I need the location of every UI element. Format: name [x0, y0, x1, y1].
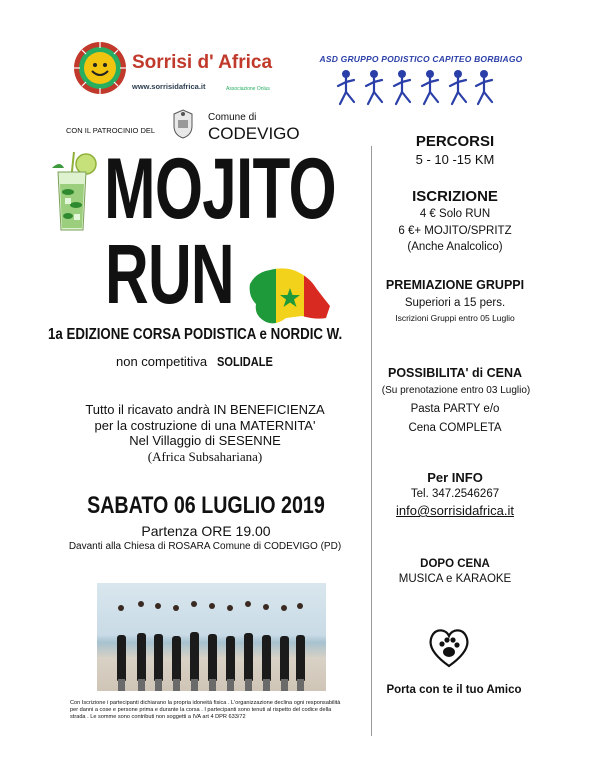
charity-line-3: Nel Villaggio di SESENNE	[129, 433, 281, 448]
percorsi-title: PERCORSI	[415, 133, 495, 150]
iscrizione-mojito: 6 €+ MOJITO/SPRITZ	[398, 225, 512, 237]
group-photo	[97, 583, 326, 691]
event-title-line2: RUN	[105, 227, 234, 321]
comune-di-label: Comune di	[208, 112, 257, 123]
iscrizione-title: ISCRIZIONE	[412, 188, 498, 205]
dopo-cena-title: DOPO CENA	[420, 558, 490, 570]
iscrizione-run: 4 € Solo RUN	[419, 208, 491, 220]
edition-line: 1a EDIZIONE CORSA PODISTICA e NORDIC W.	[48, 326, 343, 343]
noncomp-text: non competitiva	[116, 354, 208, 369]
premiazione-iscrizioni: Iscrizioni Gruppi entro 05 Luglio	[395, 313, 515, 323]
event-title-line1: MOJITO	[104, 141, 336, 237]
comune-name: CODEVIGO	[208, 124, 300, 143]
paw-heart	[426, 626, 472, 668]
charity-line-4: (Africa Subsahariana)	[147, 448, 263, 464]
disclaimer: Con Iscrizione i partecipanti dichiarano la propria idoneità fisica . L'organizzazione declina ogni responsabilità per danni a cose e persone prima e durante la corsa . I partecipanti sono tenuti al rispetto del codice della strada . Le somme sono contributi non soggetti a IVA art 4 DPR 633/72	[70, 700, 341, 721]
patrocinio-label: CON IL PATROCINIO DEL	[66, 126, 156, 135]
date-text: SABATO 06 LUGLIO 2019	[87, 492, 325, 519]
brand-name: Sorrisi d' Africa	[132, 52, 273, 73]
iscrizione-analcolico: (Anche Analcolico)	[407, 241, 503, 253]
paw-heart-icon	[426, 626, 472, 668]
cena-completa: Cena COMPLETA	[408, 422, 502, 434]
dopo-cena-musica: MUSICA e KARAOKE	[398, 573, 512, 585]
info-title: Per INFO	[427, 470, 483, 485]
senegal-map-flag-icon	[246, 266, 334, 328]
brand-url[interactable]: www.sorrisidafrica.it	[132, 82, 206, 91]
charity-line-2: per la costruzione di una MATERNITA'	[94, 417, 316, 433]
info-email[interactable]: info@sorrisidafrica.it	[396, 503, 514, 518]
premiazione-superiori: Superiori a 15 pers.	[404, 297, 506, 309]
cena-title: POSSIBILITA' di CENA	[388, 366, 522, 380]
runners-icon	[330, 68, 500, 112]
event-date	[48, 492, 364, 520]
sorrisi-logo	[72, 40, 128, 96]
brand-subtitle: Associazione Onlus	[226, 86, 270, 92]
percorsi-km: 5 - 10 -15 KM	[415, 152, 495, 167]
start-time: Partenza ORE 19.00	[141, 523, 271, 539]
info-phone[interactable]: Tel. 347.2546267	[410, 488, 500, 500]
premiazione-title: PREMIAZIONE GRUPPI	[385, 278, 525, 292]
cena-prenotazione: (Su prenotazione entro 03 Luglio)	[381, 385, 531, 396]
smiley-sun-icon	[72, 40, 128, 96]
charity-line-1: Tutto il ricavato andrà IN BENEFICIENZA	[85, 402, 325, 417]
runners-row	[330, 68, 500, 112]
senegal-flag	[246, 266, 334, 328]
mojito-glass	[46, 150, 98, 234]
cena-pasta-party: Pasta PARTY e/o	[410, 403, 500, 415]
noncompetitive-label	[116, 354, 282, 369]
start-location: Davanti alla Chiesa di ROSARA Comune di CODEVIGO (PD)	[68, 541, 342, 552]
amico-label: Porta con te il tuo Amico	[386, 684, 522, 696]
mojito-glass-icon	[46, 150, 98, 234]
solidale-text: SOLIDALE	[216, 354, 273, 369]
asd-group-name: ASD GRUPPO PODISTICO CAPITEO BORBIAGO	[319, 54, 523, 64]
column-divider	[371, 146, 372, 736]
comune-crest	[170, 108, 196, 140]
coat-of-arms-icon	[170, 108, 196, 140]
charity-block	[40, 402, 370, 464]
